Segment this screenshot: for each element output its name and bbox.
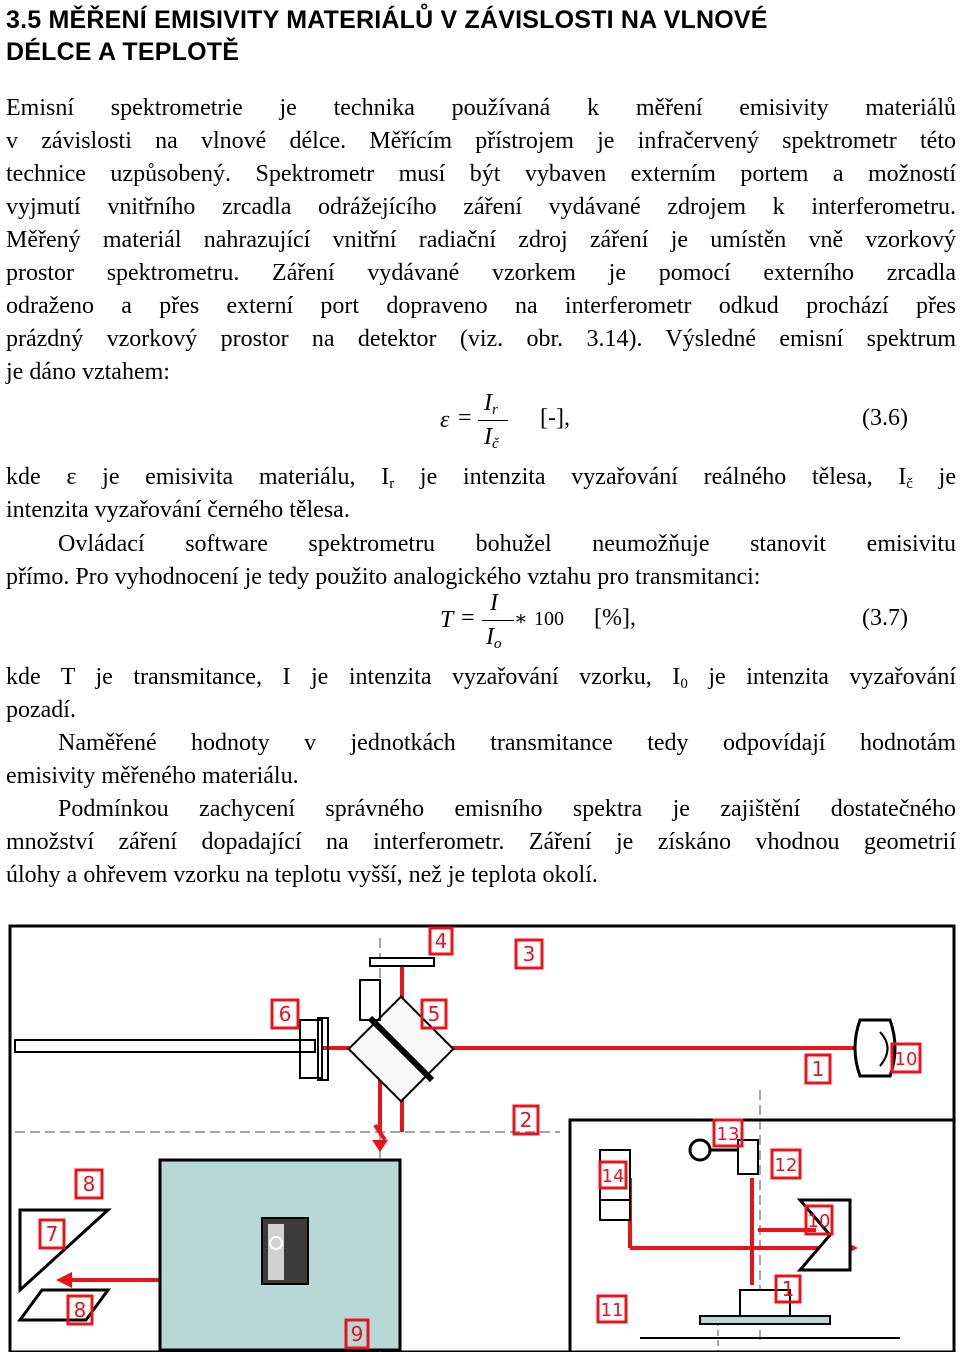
text-line: je dáno vztahem:: [6, 359, 170, 385]
label-10: 10: [807, 1211, 831, 1232]
spectrometer-diagram: [0, 905, 960, 1352]
eq-symbol-t: T: [440, 607, 454, 633]
label-1: 1: [781, 1277, 795, 1301]
heading-line: DÉLCE A TEPLOTĚ: [6, 38, 240, 66]
label-6: 6: [278, 1002, 292, 1026]
beam-arrow: [56, 1272, 72, 1288]
eq-numerator: $I_r$: [484, 390, 498, 418]
text-line: kde ε je emisivita materiálu, $I_r$ je intenzita vyzařování reálného tělesa, $I_č$ je: [6, 464, 956, 492]
label-10: 10: [894, 1049, 918, 1070]
sample-window: [268, 1224, 284, 1280]
label-1: 1: [811, 1057, 825, 1081]
fraction-line: [482, 620, 514, 621]
detector-mirror: [20, 1290, 108, 1320]
label-8: 8: [73, 1298, 87, 1322]
text-line: přímo. Pro vyhodnocení je tedy použito analogického vztahu pro transmitanci:: [6, 564, 761, 590]
text-line: odraženo a přes externí port dopraveno na interferometr odkud prochází přes: [6, 293, 956, 319]
source-lamp: [855, 1020, 895, 1076]
label-9: 9: [350, 1322, 364, 1346]
paragraph-measured-values-cont: [6, 760, 956, 793]
eq-unit: [-],: [540, 405, 570, 431]
text-line: úlohy a ohřevem vzorku na teplotu vyšší, než je teplota okolí.: [6, 862, 598, 888]
text-line: prázdný vzorkový prostor na detektor (viz. obr. 3.14). Výsledné emisní spektrum: [6, 326, 956, 352]
section-heading: [6, 4, 936, 68]
text-line: kde T je transmitance, I je intenzita vyzařování vzorku, $I_0$ je intenzita vyzařování: [6, 664, 956, 692]
text-line: Ovládací software spektrometru bohužel neumožňuje stanovit emisivitu: [58, 531, 956, 557]
paragraph-transmittance-def: [6, 661, 956, 727]
eq-numerator: I: [490, 590, 498, 616]
chopper: [690, 1140, 710, 1160]
text-line: technice uzpůsobený. Spektrometr musí být vybaven externím portem a možností: [6, 161, 956, 187]
text-line: Naměřené hodnoty v jednotkách transmitance tedy odpovídají hodnotám: [58, 730, 956, 756]
eq-symbol-epsilon: ε: [440, 407, 450, 433]
text-line: intenzita vyzařování černého tělesa.: [6, 497, 350, 523]
text-line: pozadí.: [6, 697, 76, 723]
eq-multiply: ∗: [514, 608, 528, 630]
heading-line: 3.5 MĚŘENÍ EMISIVITY MATERIÁLŮ V ZÁVISLOSTI NA VLNOVÉ: [6, 6, 768, 34]
text-line: Podmínkou zachycení správného emisního spektra je zajištění dostatečného: [58, 796, 956, 822]
heater-plate: [700, 1316, 830, 1324]
paragraph-condition: [6, 793, 956, 826]
text-line: emisivity měřeného materiálu.: [6, 763, 299, 789]
eq-factor: 100: [534, 608, 564, 630]
diagram-frame: [10, 926, 954, 1352]
paragraph-emissivity-def: [6, 461, 956, 527]
top-mirror: [370, 958, 434, 966]
label-12: 12: [774, 1155, 798, 1176]
eq-number: (3.6): [862, 405, 908, 431]
paragraph-measured-values: [6, 727, 956, 760]
paragraph-software-cont: [6, 561, 956, 594]
label-4: 4: [434, 929, 448, 953]
label-13: 13: [716, 1124, 740, 1145]
text-line: v závislosti na vlnové délce. Měřícím přístrojem je infračervený spektrometr této: [6, 128, 956, 154]
eq-equals: =: [458, 405, 472, 431]
eq-denominator: $I_o$: [486, 624, 502, 652]
label-8: 8: [82, 1172, 96, 1196]
eq-denominator: $I_č$: [484, 424, 499, 452]
text-line: množství záření dopadající na interferometr. Záření je získáno vhodnou geometrií: [6, 829, 956, 855]
label-5: 5: [427, 1002, 441, 1026]
mirror-shaft: [15, 1040, 315, 1052]
paragraph-software: [6, 528, 956, 561]
fraction-line: [478, 420, 508, 421]
label-14: 14: [601, 1166, 625, 1187]
paragraph-intro: [6, 92, 956, 389]
text-line: prostor spektrometru. Záření vydávané vzorkem je pomocí externího zrcadla: [6, 260, 956, 286]
label-2: 2: [519, 1108, 533, 1132]
label-3: 3: [522, 942, 536, 966]
label-7: 7: [45, 1222, 59, 1246]
beam-arrow: [372, 1140, 388, 1152]
label-11: 11: [600, 1300, 624, 1321]
text-line: vyjmutí vnitřního zrcadla odrážejícího záření vydávané zdrojem k interferometru.: [6, 194, 956, 220]
mirror-holder: [360, 980, 380, 1020]
eq-equals: =: [461, 605, 475, 631]
text-line: Měřený materiál nahrazující vnitřní radiační zdroj záření je umístěn vně vzorkový: [6, 227, 956, 253]
text-line: Emisní spektrometrie je technika používaná k měření emisivity materiálů: [6, 95, 956, 121]
eq-number: (3.7): [862, 605, 908, 631]
paragraph-condition-cont: [6, 826, 956, 892]
eq-unit: [%],: [594, 605, 636, 631]
